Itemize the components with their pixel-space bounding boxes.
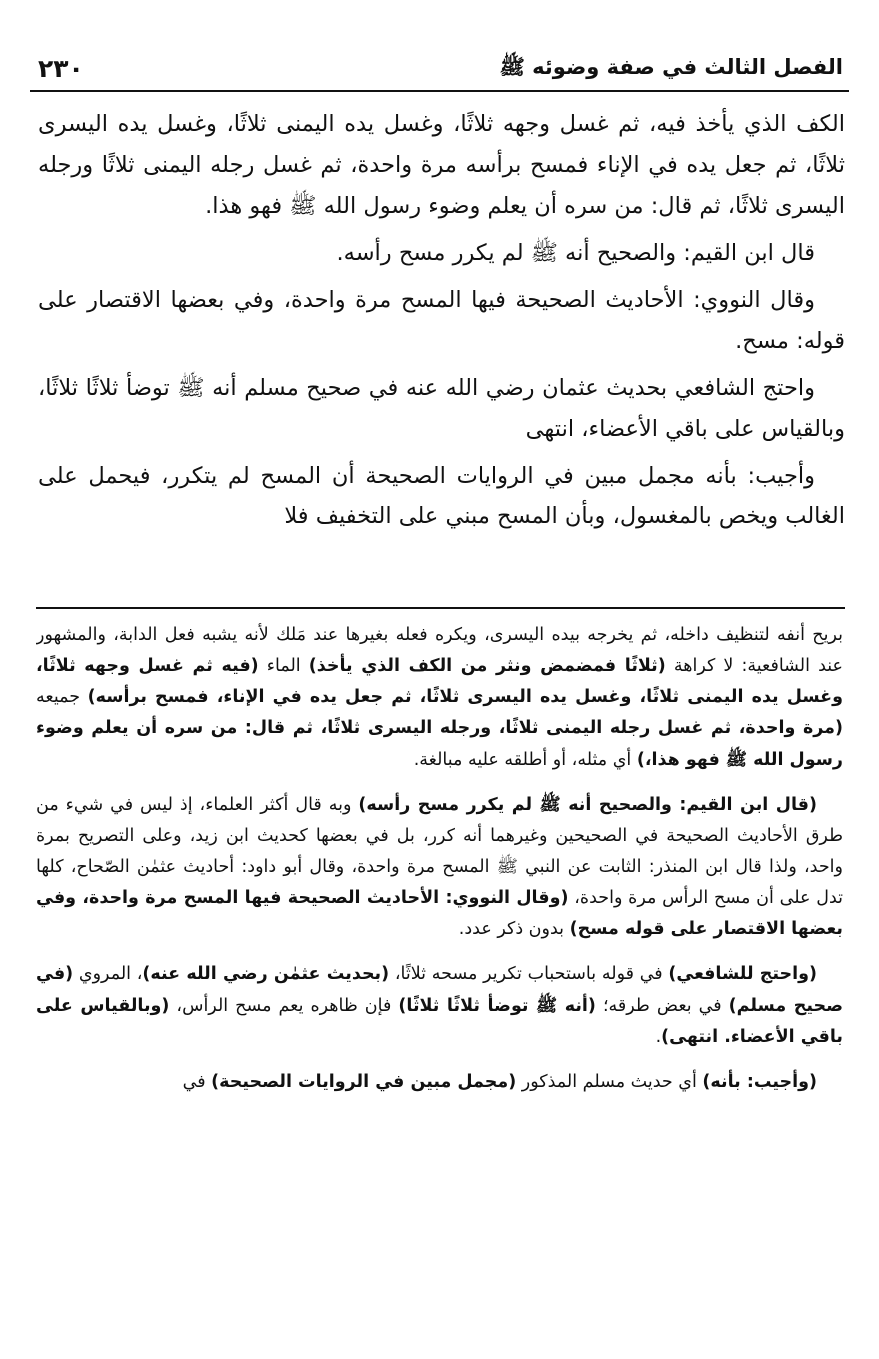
page-number: ٢٣٠ xyxy=(38,54,84,83)
commentary-paragraph xyxy=(36,959,843,1052)
commentary-text: في بعض طرقه؛ xyxy=(595,995,729,1016)
commentary xyxy=(36,620,843,1320)
quoted-text: (وقال النووي: الأحاديث الصحيحة فيها المسح مرة واحدة، وفي بعضها الاقتصار على قوله مسح) xyxy=(36,888,843,940)
main-paragraph: وأجيب: بأنه مجمل مبين في الروايات الصحيحة أن المسح لم يتكرر، فيحمل على الغالب ويخص بالمغسول، وبأن المسح مبني على التخفيف فلا xyxy=(38,462,845,530)
running-title: الفصل الثالث في صفة وضوئه ﷺ xyxy=(499,55,843,79)
commentary-text: أي حديث مسلم المذكور xyxy=(516,1071,703,1092)
quoted-text: (ثلاثًا فمضمض ونثر من الكف الذي يأخذ) xyxy=(308,656,666,677)
main-paragraph: واحتج الشافعي بحديث عثمان رضي الله عنه في صحيح مسلم أنه ﷺ توضأ ثلاثًا ثلاثًا، وبالقياس على باقي الأعضاء، انتهى xyxy=(38,374,845,442)
quoted-text: (وبالقياس على باقي الأعضاء. انتهى) xyxy=(36,995,843,1047)
commentary-text: بريح أنفه لتنظيف داخله، ثم يخرجه بيده اليسرى، ويكره فعله بغيرها عند مَلك لأنه يشبه فعل الدابة، والمشهور عند الشافعية: لا كراهة xyxy=(36,625,843,677)
commentary-text: أي مثله، أو أطلقه عليه مبالغة. xyxy=(413,749,637,770)
commentary-text: في xyxy=(182,1071,212,1092)
quoted-text: (قال ابن القيم: والصحيح أنه ﷺ لم يكرر مسح رأسه) xyxy=(358,794,817,815)
quoted-text: (وأجيب: بأنه) xyxy=(702,1071,817,1092)
commentary-paragraph xyxy=(36,620,843,776)
main-text xyxy=(38,104,845,598)
commentary-text: الماء xyxy=(258,656,309,677)
quoted-text: (في صحيح مسلم) xyxy=(36,964,843,1016)
main-paragraph: قال ابن القيم: والصحيح أنه ﷺ لم يكرر مسح رأسه. xyxy=(336,239,815,266)
commentary-text: . xyxy=(655,1026,662,1047)
commentary-text: جميعه xyxy=(36,687,88,708)
quoted-text: (مرة واحدة، ثم غسل رجله اليمنى ثلاثًا، ورجله اليسرى ثلاثًا، ثم قال: من سره أن يعلم وضوء رسول الله ﷺ فهو هذا،) xyxy=(36,718,843,770)
commentary-text: وبه قال أكثر العلماء، إذ ليس في شيء من طرق الأحاديث الصحيحة في الصحيحين وغيرهما أنه كرر، بل في بعضها كحديث ابن زيد، وعلى التصريح بمرة واحد، ولذا قال ابن المنذر: الثابت عن النبي ﷺ المسح مرة واحدة، وقال أبو داود: أحاديث عثمٰن الصّحاح، كلها تدل على أن مسح الرأس مرة واحدة، xyxy=(36,794,843,909)
main-paragraph: وقال النووي: الأحاديث الصحيحة فيها المسح مرة واحدة، وفي بعضها الاقتصار على قوله: مسح. xyxy=(38,286,845,354)
quoted-text: (واحتج للشافعي) xyxy=(668,964,818,985)
main-paragraph: الكف الذي يأخذ فيه، ثم غسل وجهه ثلاثًا، وغسل يده اليمنى ثلاثًا، وغسل يده اليسرى ثلاثًا، ثم جعل يده في الإناء فمسح برأسه مرة واحدة، ثم غسل رجله اليمنى ثلاثًا ورجله اليسرى ثلاثًا، ثم قال: من سره أن يعلم وضوء رسول الله ﷺ فهو هذا. xyxy=(38,111,845,219)
commentary-text: في قوله باستحباب تكرير مسحه ثلاثًا، xyxy=(389,964,669,985)
quoted-text: (فيه ثم غسل وجهه ثلاثًا، وغسل يده اليمنى ثلاثًا، وغسل يده اليسرى ثلاثًا، ثم جعل يده في الإناء، فمسح برأسه) xyxy=(36,656,843,708)
page-header xyxy=(30,48,849,92)
footnote-divider xyxy=(36,607,845,609)
commentary-text: ، المروي xyxy=(73,964,143,985)
commentary-text: فإن ظاهره يعم مسح الرأس، xyxy=(169,995,399,1016)
quoted-text: (بحديث عثمٰن رضي الله عنه) xyxy=(142,964,390,985)
quoted-text: (أنه ﷺ توضأ ثلاثًا ثلاثًا) xyxy=(398,995,596,1016)
commentary-paragraph xyxy=(36,1067,843,1098)
commentary-paragraph xyxy=(36,790,843,946)
quoted-text: (مجمل مبين في الروايات الصحيحة) xyxy=(211,1071,517,1092)
commentary-text: بدون ذكر عدد. xyxy=(458,919,570,940)
